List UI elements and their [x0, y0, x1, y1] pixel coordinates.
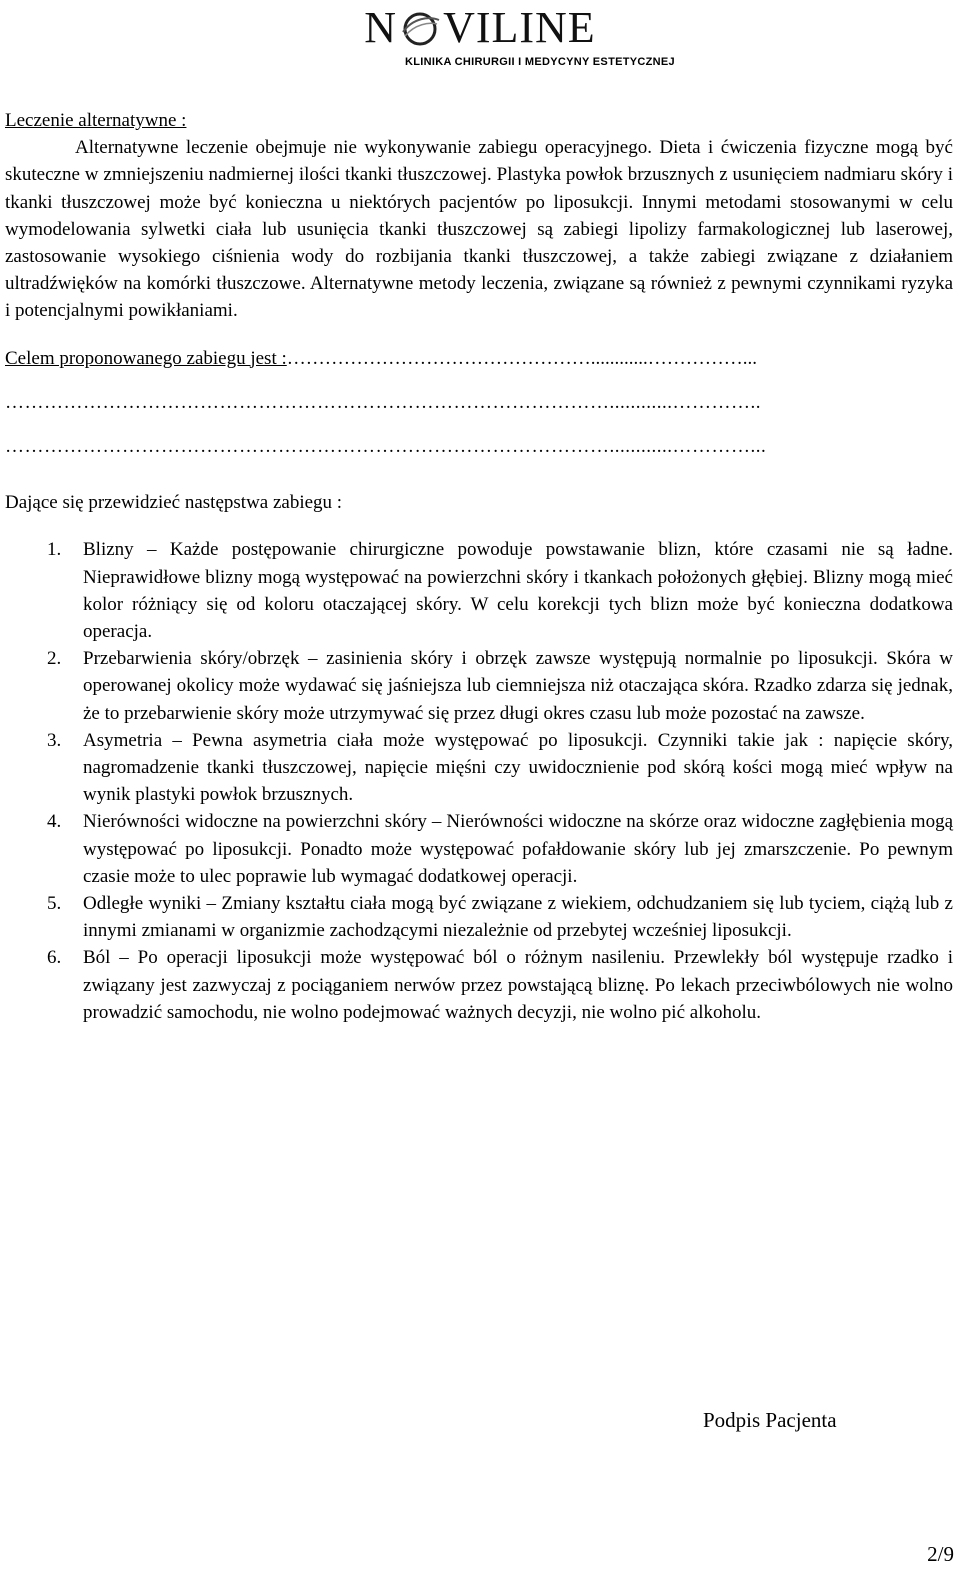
consequence-number: 2. — [47, 648, 62, 670]
consequence-text: Blizny – Każde postępowanie chirurgiczne powoduje powstawanie blizn, które czasami nie są ładne. Nieprawidłowe blizny mogą występować na powierzchni skóry i tkankach położonych głębiej. Blizny mogą mieć kolor różniący się od koloru otaczającej skóry. W celu korekcji tych blizn może być konieczna dodatkowa operacja. — [83, 539, 953, 643]
logo-subtitle: KLINIKA CHIRURGII I MEDYCYNY ESTETYCZNEJ — [405, 56, 675, 68]
page-number: 2/9 — [927, 1542, 954, 1566]
clinic-logo — [0, 3, 960, 68]
consequences-list — [5, 536, 953, 1026]
purpose-heading: Celem proponowanego zabiegu jest : — [5, 347, 287, 369]
consequence-item — [5, 944, 953, 1026]
alternatives-heading: Leczenie alternatywne : — [5, 110, 187, 131]
consequence-item — [5, 727, 953, 809]
signature-label: Podpis Pacjenta — [703, 1408, 837, 1432]
consequence-item — [5, 808, 953, 890]
consequence-number: 3. — [47, 729, 62, 751]
document-body — [5, 107, 953, 1026]
consequence-text: Nierówności widoczne na powierzchni skóry – Nierówności widoczne na skórze oraz widoczne zagłębienia mogą występować po liposukcji. Ponadto może występować pofałdowanie skóry lub jej zmarszczenie. Po pewnym czasie może to ulec poprawie lub wymagać dodatkowej operacji. — [83, 811, 953, 887]
purpose-line-1 — [5, 345, 953, 372]
purpose-line-2: …………………………………………………………………………………............………….. — [5, 391, 761, 413]
consequence-number: 6. — [47, 947, 62, 969]
consequence-item — [5, 890, 953, 944]
purpose-fill-1: …………………………………………............……………... — [286, 347, 758, 369]
consequence-item — [5, 645, 953, 727]
consequence-text: Przebarwienia skóry/obrzęk – zasinienia skóry i obrzęk zawsze występują normalnie po liposukcji. Skóra w operowanej okolicy może wydawać się jaśniejsza lub ciemniejsza niż otaczająca skóra. Rzadko zdarza się jednak, że to przebarwienie skóry może utrzymywać się przez długi okres czasu lub może pozostać na zawsze. — [83, 648, 953, 724]
consequence-number: 4. — [47, 811, 62, 833]
consequences-heading: Dające się przewidzieć następstwa zabiegu : — [5, 492, 343, 514]
alternatives-paragraph: Alternatywne leczenie obejmuje nie wykonywanie zabiegu operacyjnego. Dieta i ćwiczenia fizyczne mogą być skuteczne w zmniejszeniu nadmiernej ilości tkanki tłuszczowej. Plastyka powłok brzusznych z usunięciem nadmiaru skóry i tkanki tłuszczowej może być konieczna u niektórych pacjentów po liposukcji. Innymi metodami stosowanymi w celu wymodelowania sylwetki ciała lub usunięcia tkanki tłuszczowej są zabiegi lipolizy farmakologicznej lub laserowej, zastosowanie wysokiego ciśnienia wody do rozbijania tkanki tłuszczowej, a także zabiegi związane z działaniem ultradźwięków na komórki tłuszczowe. Alternatywne metody leczenia, związane są również z pewnymi czynnikami ryzyka i potencjalnymi powikłaniami. — [5, 137, 953, 322]
logo-o-emblem-icon — [399, 10, 441, 46]
consequence-number: 5. — [47, 893, 62, 915]
purpose-line-3: …………………………………………………………………………………............…………... — [5, 436, 767, 458]
consequence-text: Asymetria – Pewna asymetria ciała może występować po liposukcji. Czynniki takie jak : napięcie skóry, nagromadzenie tkanki tłuszczowej, napięcie mięśni czy uwidocznienie pod skórą kości mogą mieć wpływ na wynik plastyki powłok brzusznych. — [83, 729, 953, 806]
consequence-number: 1. — [47, 539, 62, 561]
consequence-text: Ból – Po operacji liposukcji może występować ból o różnym nasileniu. Przewlekły ból występuje rzadko i związany jest zazwyczaj z pociąganiem nerwów przez powstającą bliznę. Po lekach przeciwbólowych nie wolno prowadzić samochodu, nie wolno podejmować ważnych decyzji, nie wolno pić alkoholu. — [83, 947, 953, 1023]
logo-wordmark — [364, 3, 596, 52]
consequence-item — [5, 536, 953, 645]
logo-letters-viline: VILINE — [443, 3, 596, 52]
consequence-text: Odległe wyniki – Zmiany kształtu ciała mogą być związane z wiekiem, odchudzaniem się lub tyciem, ciążą lub z innymi zmianami w organizmie zachodzącymi niezależnie od przebytej wcześniej liposukcji. — [83, 893, 953, 942]
logo-letter-n: N — [364, 3, 398, 52]
